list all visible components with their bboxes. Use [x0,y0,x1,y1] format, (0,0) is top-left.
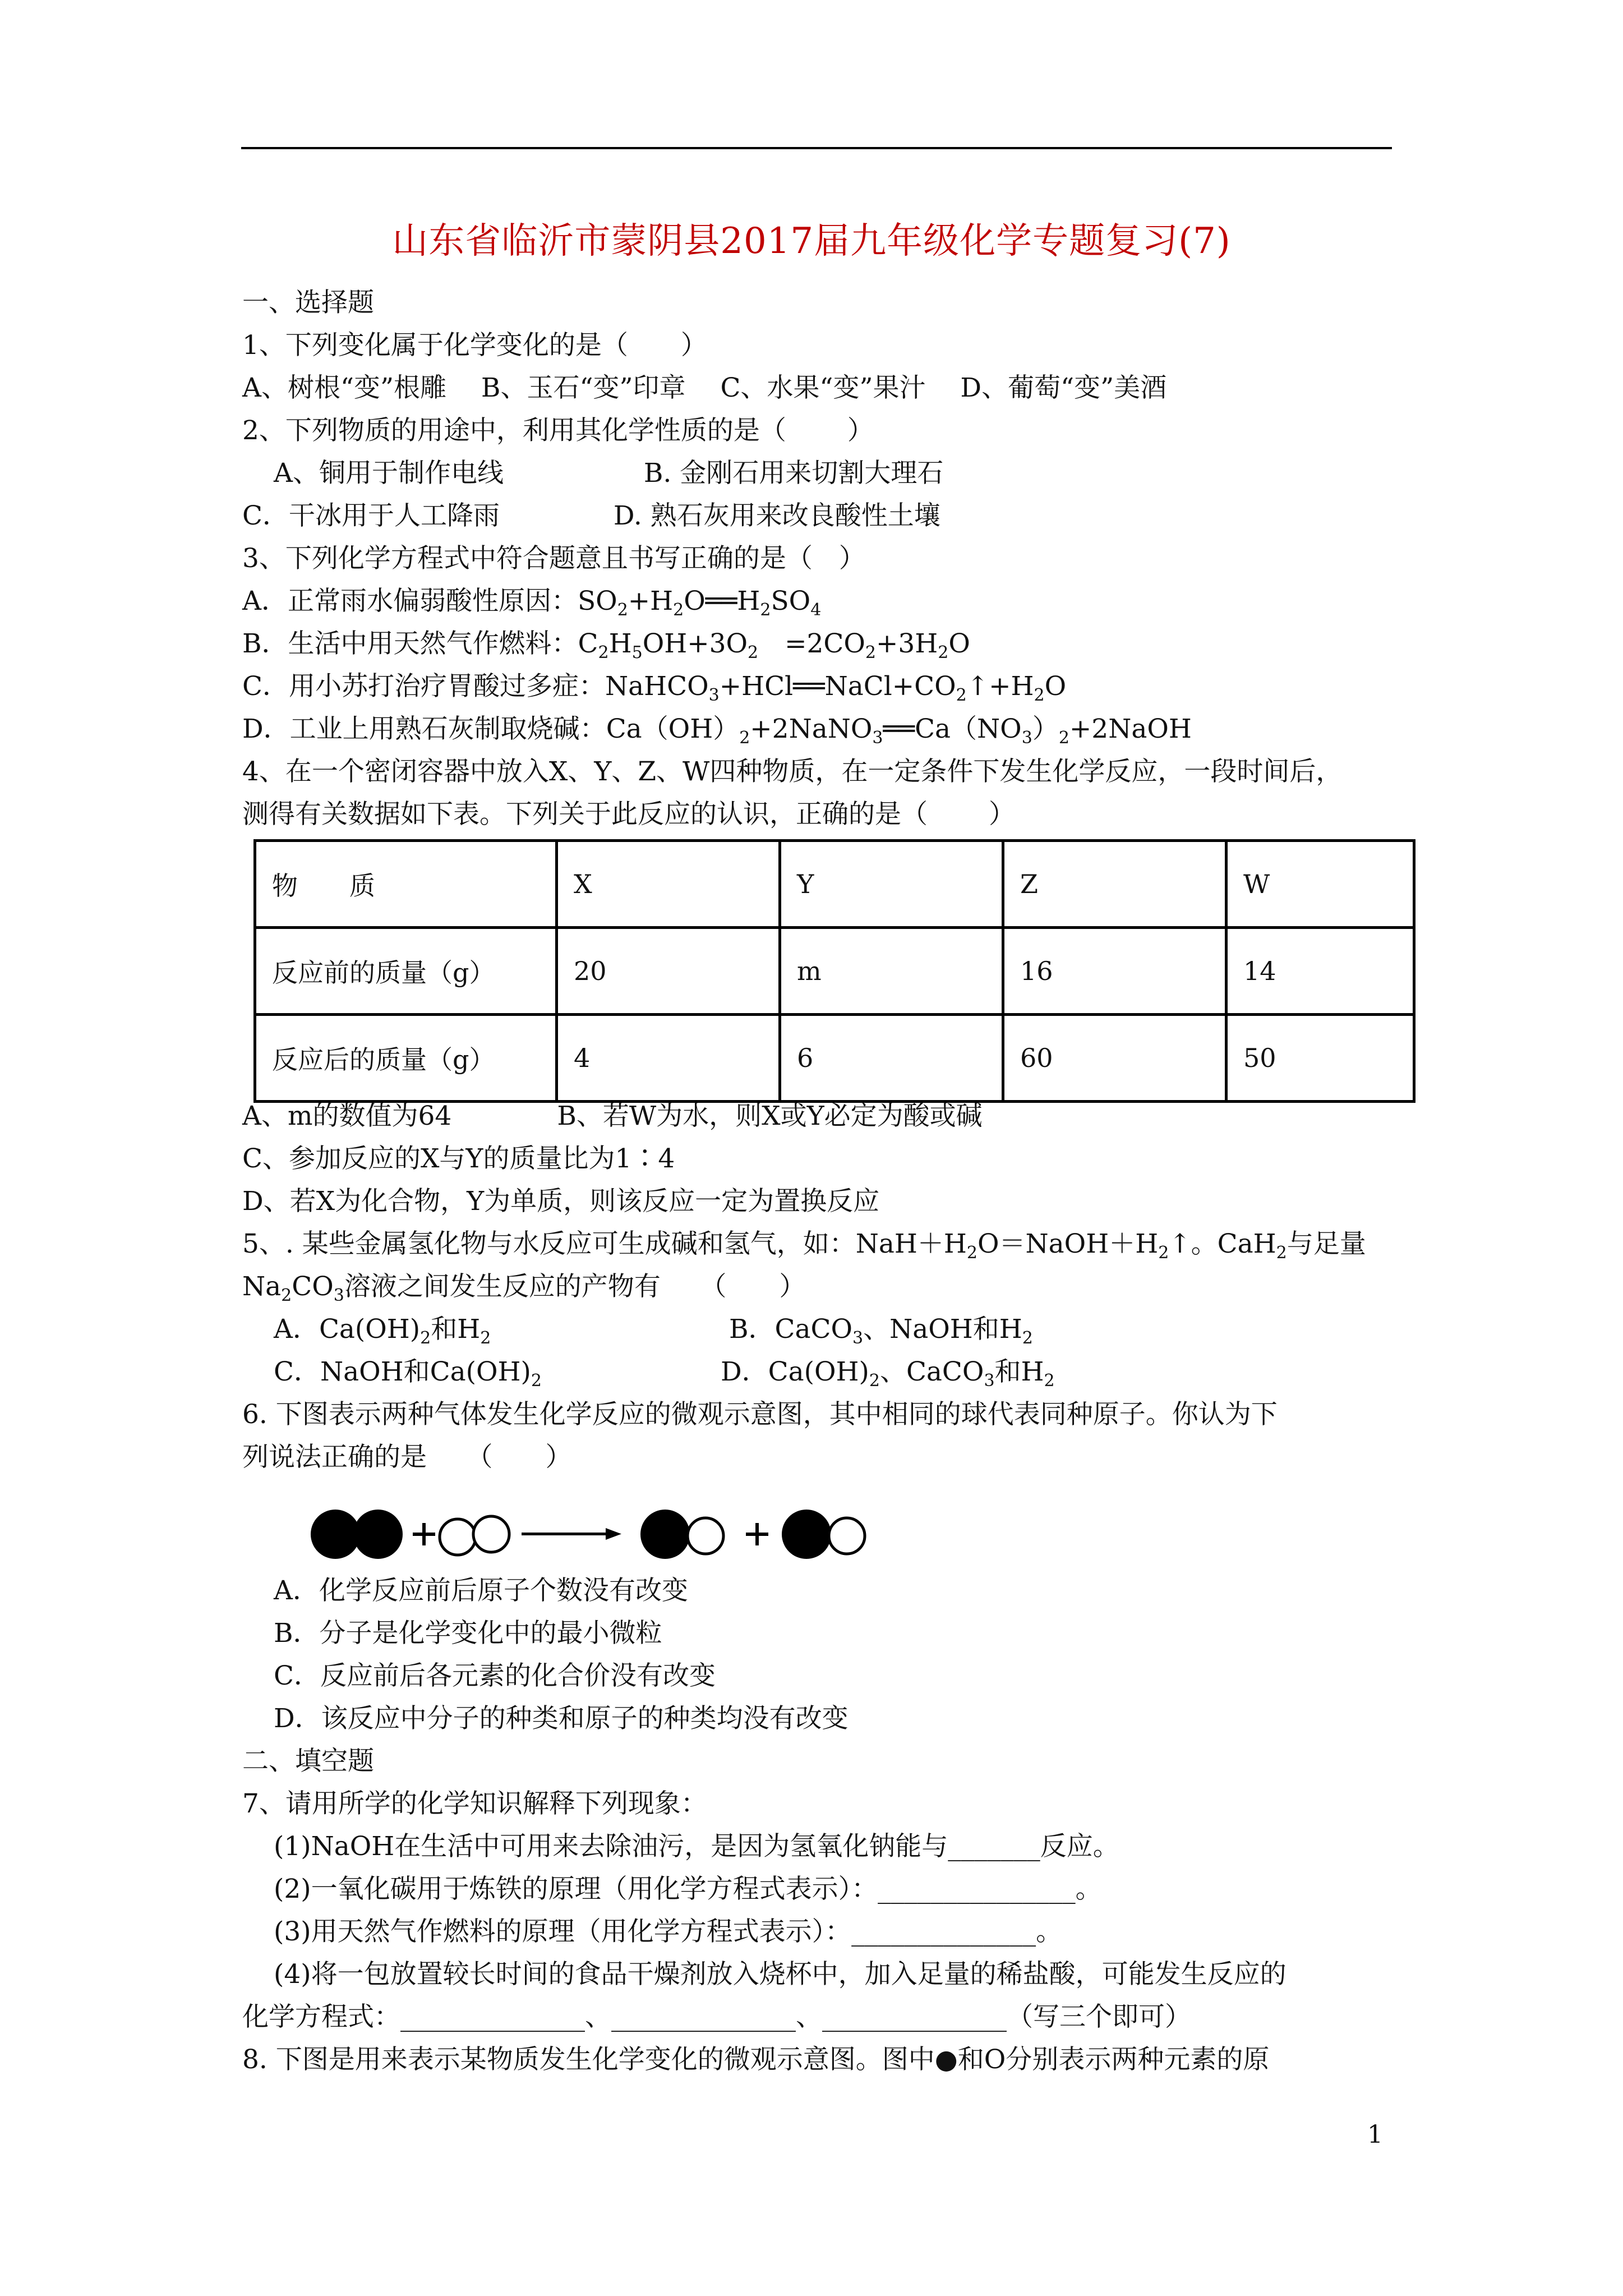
q7-part-2: (2)一氧化碳用于炼铁的原理（用化学方程式表示）：_______________。 [274,1874,1102,1904]
table-cell: 物 质 [255,841,557,928]
table-cell: 4 [557,1015,780,1102]
plus-sign [746,1523,768,1545]
q7-stem: 7、请用所学的化学知识解释下列现象： [242,1788,707,1819]
table-cell: 14 [1227,928,1414,1015]
page-number: 1 [1367,2120,1383,2149]
q6-option-c: C．反应前后各元素的化合价没有改变 [274,1660,716,1691]
q4-option-d: D、若X为化合物，Y为单质，则该反应一定为置换反应 [242,1186,880,1217]
q6-stem-1: 6. 下图表示两种气体发生化学反应的微观示意图，其中相同的球代表同种原子。你认为下 [242,1399,1278,1430]
plus-sign [413,1523,435,1545]
reaction-diagram [307,1492,879,1576]
q6-stem-2: 列说法正确的是 （ ） [242,1442,572,1473]
table-cell: Y [780,841,1003,928]
table-row [255,841,1414,928]
q4-stem-1: 4、在一个密闭容器中放入X、Y、Z、W四种物质，在一定条件下发生化学反应，一段时间后， [242,756,1343,787]
table-cell: 反应后的质量（g） [255,1015,557,1102]
q5-option-d: D．$Ca(OH)_2$、CaCO$_3$和$H_2$ [721,1356,1055,1391]
q3-option-c: C．用小苏打治疗胃酸过多症：$NaHCO_3+HCl══NaCl+CO_2↑+H_2O$ [242,671,1067,705]
q3-option-a: A．正常雨水偏弱酸性原因：$SO_2+H_2O══H_2SO_4$ [242,586,822,620]
table-row [255,1015,1414,1102]
q6-option-b: B．分子是化学变化中的最小微粒 [274,1618,662,1649]
q7-part-3: (3)用天然气作燃料的原理（用化学方程式表示）：______________。 [274,1916,1063,1947]
q2-options-cd: C．干冰用于人工降雨 D. 熟石灰用来改良酸性土壤 [242,500,940,531]
table-cell: Z [1003,841,1227,928]
q7-part-4-line-1: (4)将一包放置较长时间的食品干燥剂放入烧杯中，加入足量的稀盐酸，可能发生反应的 [274,1959,1287,1990]
q8-stem: 8. 下图是用来表示某物质发生化学变化的微观示意图。图中●和O分别表示两种元素的原 [242,2044,1270,2075]
white-atom [440,1519,476,1555]
table-cell: m [780,928,1003,1015]
q4-option-c: C、参加反应的X与Y的质量比为1∶4 [242,1143,675,1174]
mass-table [253,839,1415,1103]
q4-options-ab: A、m的数值为64 B、若W为水，则X或Y必定为酸或碱 [242,1101,983,1131]
q3-option-b: B．生活中用天然气作燃料：$C_2H_5OH+3O_2$ $=2CO_2+3H_2O$ [242,628,970,662]
black-atom [782,1510,831,1559]
q6-option-a: A．化学反应前后原子个数没有改变 [274,1575,688,1606]
table-cell: W [1227,841,1414,928]
q2-stem: 2、下列物质的用途中，利用其化学性质的是（ ） [242,415,874,446]
white-atom [829,1518,865,1554]
q3-stem: 3、下列化学方程式中符合题意且书写正确的是（ ） [242,543,865,574]
q5-option-b: B．CaCO$_3$、NaOH和$H_2$ [729,1314,1033,1348]
table-cell: X [557,841,780,928]
table-cell: 20 [557,928,780,1015]
q4-stem-2: 测得有关数据如下表。下列关于此反应的认识，正确的是（ ） [242,799,1015,830]
page-title: 山东省临沂市蒙阴县2017届九年级化学专题复习(7) [392,220,1231,262]
white-atom [688,1518,723,1554]
table-cell: 60 [1003,1015,1227,1102]
q5-option-a: A．$Ca(OH)_2$和$H_2$ [274,1314,491,1348]
section-fill: 二、填空题 [242,1746,374,1777]
q5-stem-1: 5、. 某些金属氢化物与水反应可生成碱和氢气，如：$NaH+H_2O=NaOH+H_2↑$。CaH$_2$与足量 [242,1228,1366,1263]
table-cell: 反应前的质量（g） [255,928,557,1015]
q2-options-ab: A、铜用于制作电线 B. 金刚石用来切割大理石 [274,458,944,489]
q7-part-4-line-2: 化学方程式：______________、______________、______________（写三个即可） [242,2001,1191,2032]
q3-option-d: D．工业上用熟石灰制取烧碱：$Ca(OH)_2+2NaNO_3══Ca(NO_3)_2+2NaOH$ [242,714,1192,748]
q1-stem: 1、下列变化属于化学变化的是（ ） [242,330,707,361]
table-cell: 6 [780,1015,1003,1102]
table-cell: 16 [1003,928,1227,1015]
white-atom [473,1516,509,1552]
q1-options: A、树根“变”根雕 B、玉石“变”印章 C、水果“变”果汁 D、葡萄“变”美酒 [242,372,1167,403]
black-atom [353,1510,403,1559]
q6-option-d: D．该反应中分子的种类和原子的种类均没有改变 [274,1703,849,1734]
q5-option-c: C．NaOH和$Ca(OH)_2$ [274,1356,542,1391]
reaction-arrow-icon [522,1528,621,1540]
q5-stem-2: $Na_2CO_3$溶液之间发生反应的产物有 （ ） [242,1271,806,1305]
header-rule [241,147,1392,149]
black-atom [640,1510,690,1559]
table-row [255,928,1414,1015]
black-atom [311,1510,360,1559]
q7-part-1: (1)NaOH在生活中可用来去除油污，是因为氢氧化钠能与_______反应。 [274,1831,1119,1862]
section-choice: 一、选择题 [242,287,374,318]
table-cell: 50 [1227,1015,1414,1102]
